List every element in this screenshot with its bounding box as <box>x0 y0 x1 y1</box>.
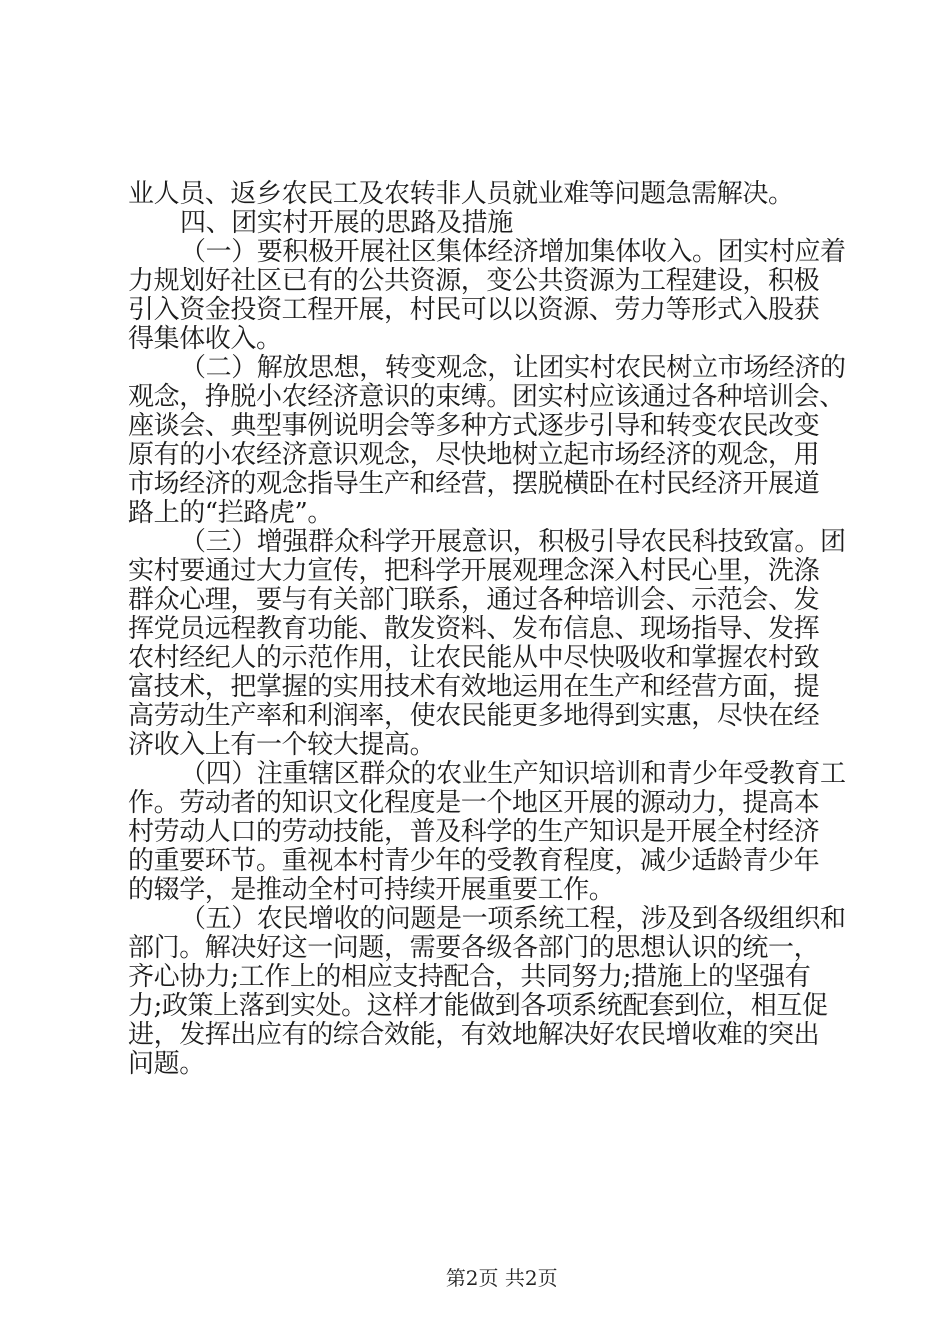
text-line: 作。劳动者的知识文化程度是一个地区开展的源动力，提高本 <box>128 788 820 818</box>
text-line: （四）注重辖区群众的农业生产知识培训和青少年受教育工 <box>180 759 846 789</box>
text-line: （二）解放思想，转变观念，让团实村农民树立市场经济的 <box>180 353 846 383</box>
text-line: 村劳动人口的劳动技能，普及科学的生产知识是开展全村经济 <box>128 817 820 847</box>
text-line: 引入资金投资工程开展，村民可以以资源、劳力等形式入股获 <box>128 295 820 325</box>
text-line: 高劳动生产率和利润率，使农民能更多地得到实惠，尽快在经 <box>128 701 820 731</box>
text-line: 路上的“拦路虎”。 <box>128 498 333 528</box>
text-line: 四、团实村开展的思路及措施 <box>180 208 513 238</box>
text-line: 力规划好社区已有的公共资源，变公共资源为工程建设，积极 <box>128 266 820 296</box>
text-line: 的辍学，是推动全村可持续开展重要工作。 <box>128 875 615 905</box>
page-number-label: 第2页 共2页 <box>445 1266 558 1290</box>
text-line: 部门。解决好这一问题，需要各级各部门的思想认识的统一， <box>128 933 820 963</box>
paragraph <box>128 760 888 905</box>
text-line: 力;政策上落到实处。这样才能做到各项系统配套到位，相互促 <box>128 991 828 1021</box>
paragraph <box>128 238 888 354</box>
text-line: 的重要环节。重视本村青少年的受教育程度，减少适龄青少年 <box>128 846 820 876</box>
text-line: 观念，挣脱小农经济意识的束缚。团实村应该通过各种培训会、 <box>128 382 845 412</box>
text-line: 富技术，把掌握的实用技术有效地运用在生产和经营方面，提 <box>128 672 820 702</box>
page-footer <box>128 1242 850 1314</box>
text-line: 问题。 <box>128 1049 205 1079</box>
text-line: 原有的小农经济意识观念，尽快地树立起市场经济的观念，用 <box>128 440 820 470</box>
paragraph <box>128 209 888 238</box>
text-line: 济收入上有一个较大提高。 <box>128 730 436 760</box>
paragraph <box>128 905 888 1079</box>
text-line: 座谈会、典型事例说明会等多种方式逐步引导和转变农民改变 <box>128 411 820 441</box>
text-line: 得集体收入。 <box>128 324 282 354</box>
text-line: （三）增强群众科学开展意识，积极引导农民科技致富。团 <box>180 527 846 557</box>
text-line: （一）要积极开展社区集体经济增加集体收入。团实村应着 <box>180 237 846 267</box>
text-line: 农村经纪人的示范作用，让农民能从中尽快吸收和掌握农村致 <box>128 643 820 673</box>
text-line: （五）农民增收的问题是一项系统工程，涉及到各级组织和 <box>180 904 846 934</box>
paragraph <box>128 354 888 528</box>
paragraph <box>128 180 888 209</box>
text-line: 齐心协力;工作上的相应支持配合，共同努力;措施上的坚强有 <box>128 962 811 992</box>
text-line: 进，发挥出应有的综合效能，有效地解决好农民增收难的突出 <box>128 1020 820 1050</box>
document-body <box>128 180 888 1079</box>
text-line: 挥党员远程教育功能、散发资料、发布信息、现场指导、发挥 <box>128 614 820 644</box>
paragraph <box>128 528 888 760</box>
text-line: 实村要通过大力宣传，把科学开展观理念深入村民心里，洗涤 <box>128 556 820 586</box>
text-line: 业人员、返乡农民工及农转非人员就业难等问题急需解决。 <box>128 179 794 209</box>
text-line: 群众心理，要与有关部门联系，通过各种培训会、示范会、发 <box>128 585 820 615</box>
text-line: 市场经济的观念指导生产和经营，摆脱横卧在村民经济开展道 <box>128 469 820 499</box>
